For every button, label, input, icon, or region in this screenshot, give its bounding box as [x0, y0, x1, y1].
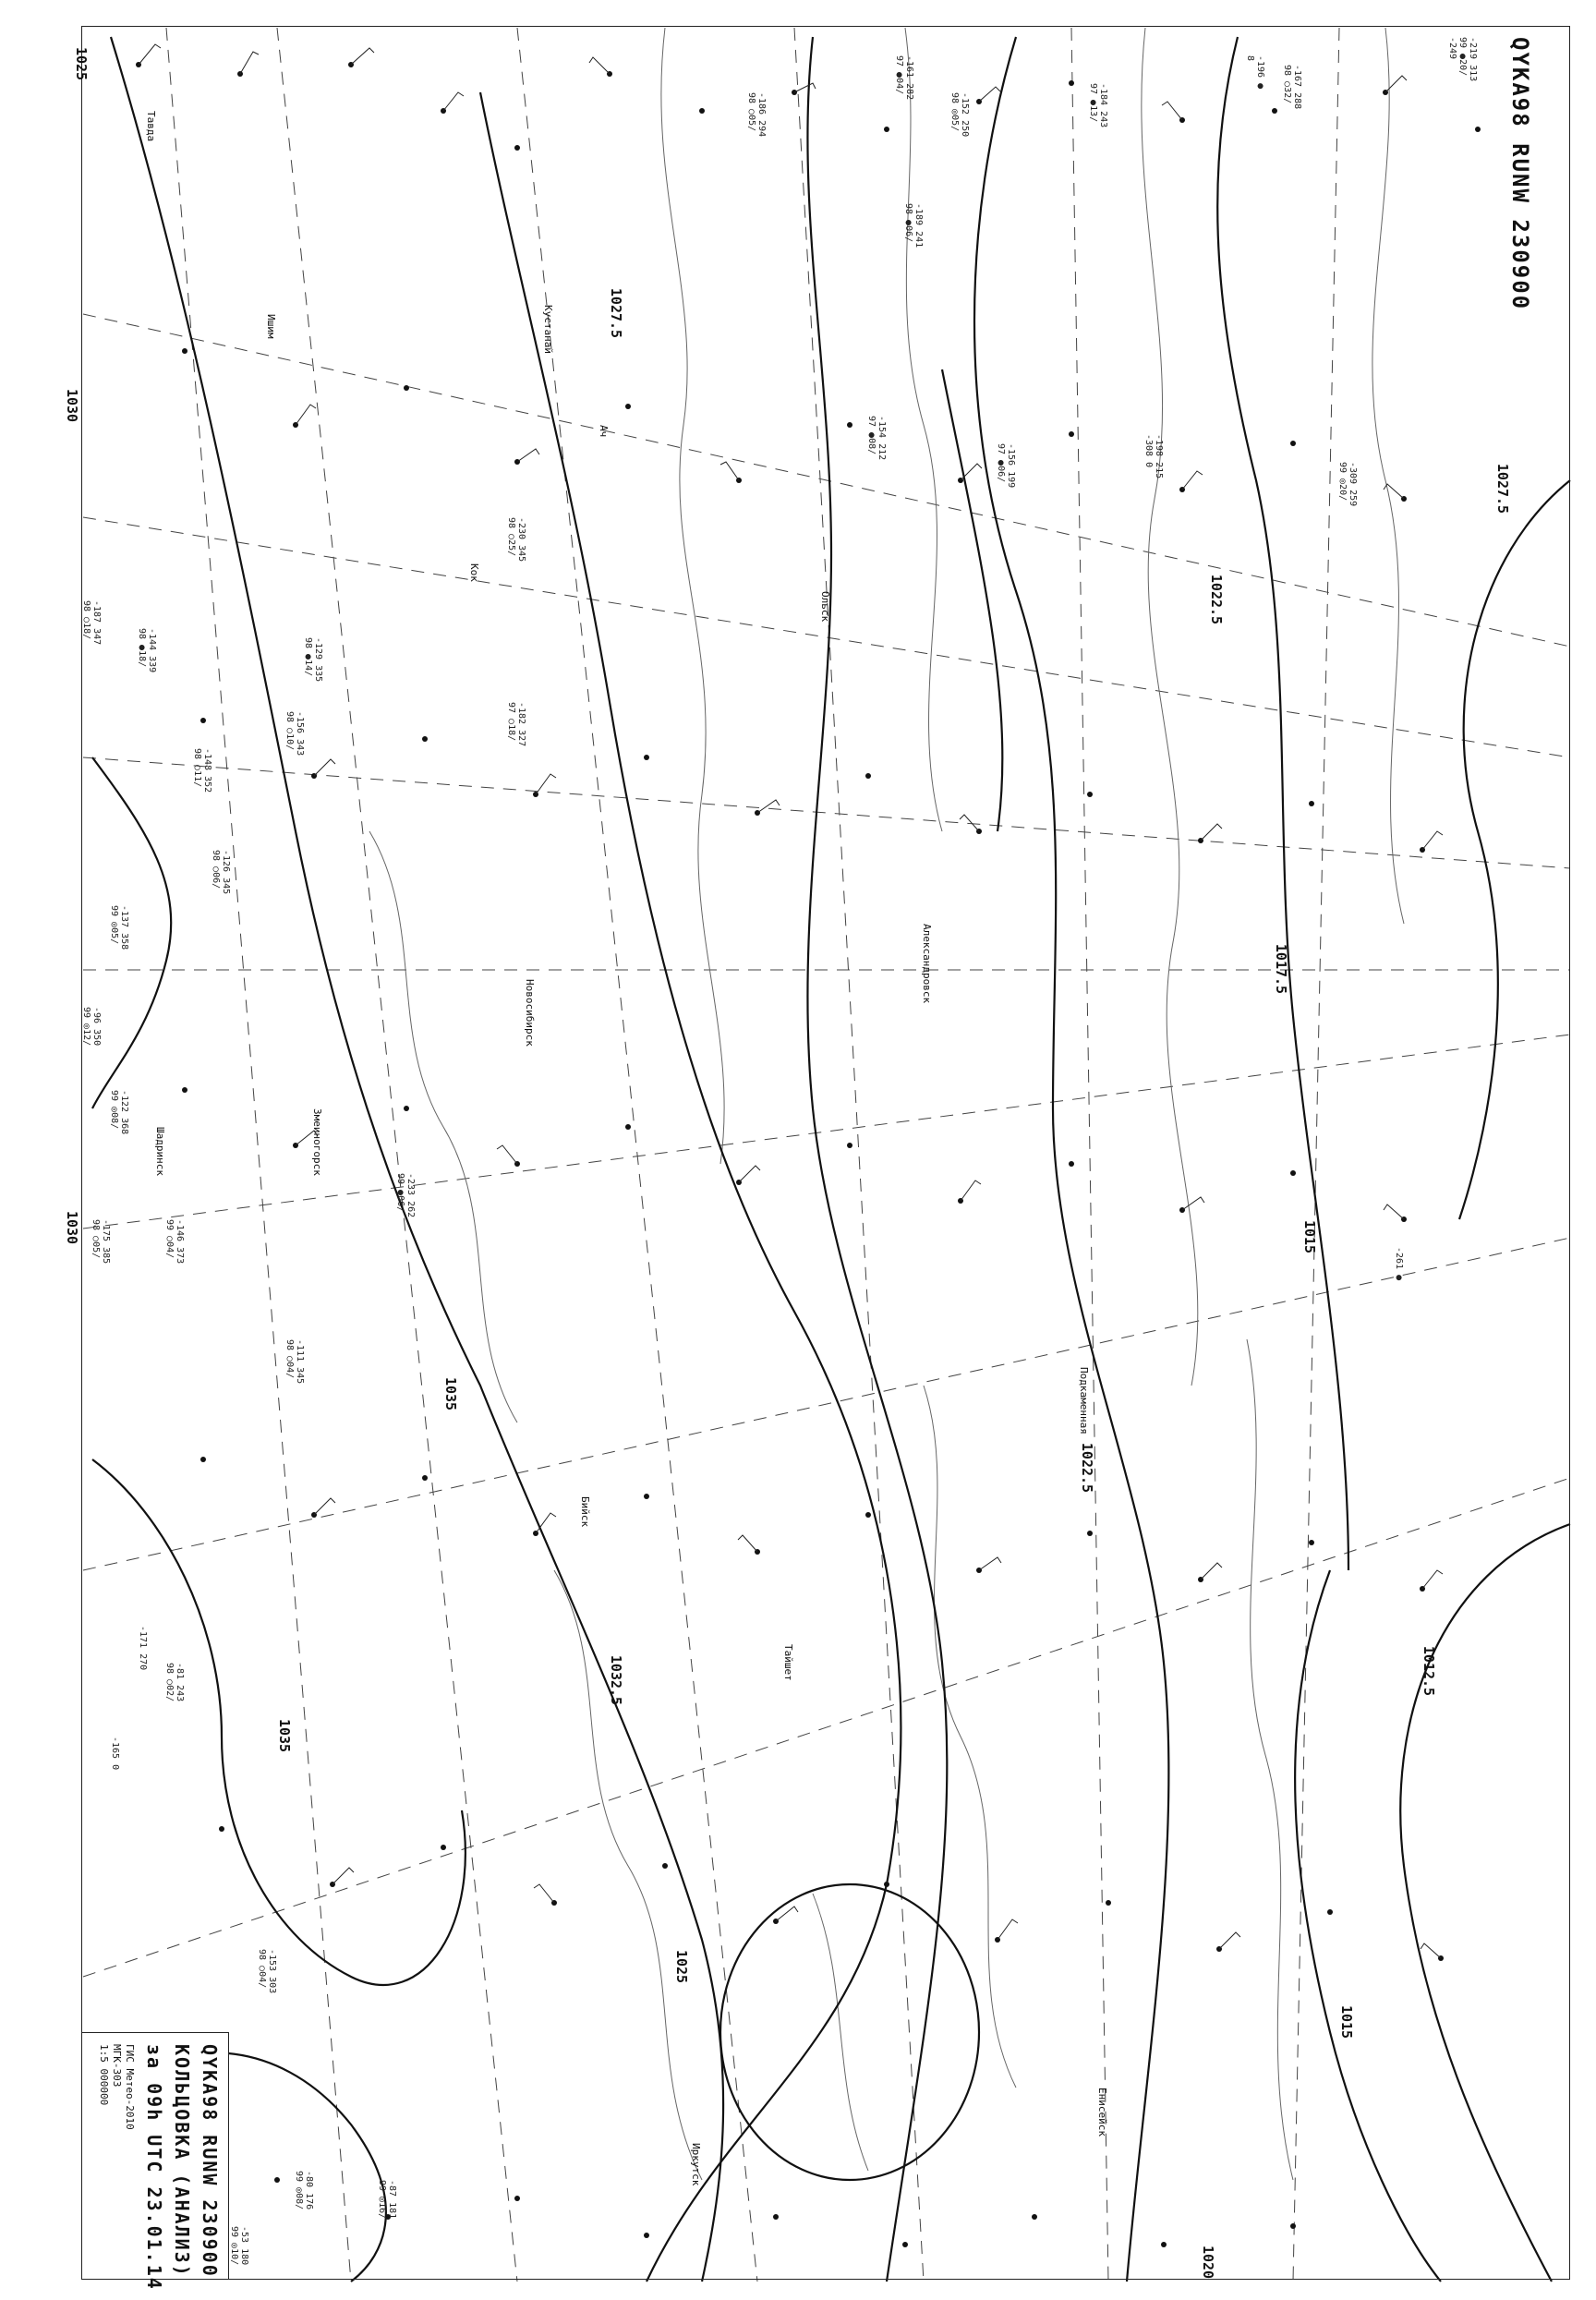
station-plot: -161 282 97 ●04/ [894, 55, 914, 101]
isobar-label: 1035 [442, 1376, 460, 1411]
place-label: Тайшет [782, 1644, 794, 1681]
isobar-label: 1032.5 [608, 1654, 625, 1706]
isobar-label: 1035 [276, 1718, 294, 1753]
isobar-label: 1025 [73, 46, 91, 81]
station-plot: -122 368 99 ◎08/ [109, 1090, 129, 1135]
legend-line-software: ГИС Метео-2010 [124, 2044, 136, 2130]
place-label: Шадринск [154, 1127, 166, 1176]
isobar-label: 1020 [1200, 2245, 1217, 2280]
isobar-label: 1012.5 [1421, 1645, 1438, 1697]
station-plot: -156 343 98 ○10/ [284, 711, 305, 757]
place-label: Бийск [579, 1496, 591, 1528]
station-plot: -154 212 97 ●08/ [866, 416, 887, 461]
station-plot: -111 345 98 ○04/ [284, 1339, 305, 1385]
place-label: Александровск [921, 924, 933, 1004]
station-plot: -146 373 99 ○04/ [164, 1219, 185, 1265]
station-plot: -80 176 99 ◎08/ [294, 2171, 314, 2210]
station-plot: -230 345 98 ○25/ [506, 517, 526, 563]
place-label: Змеиногорск [311, 1108, 323, 1176]
isobar-label: 1015 [1338, 2004, 1356, 2040]
station-plot: -187 347 98 ○18/ [81, 600, 102, 646]
station-plot: -184 243 97 ●13/ [1088, 83, 1108, 128]
station-plot: -261 ● [1394, 1247, 1404, 1281]
station-plot: -96 350 99 ◎12/ [81, 1007, 102, 1047]
station-plot: -165 0 [110, 1737, 120, 1771]
bulletin-header-top: QYKA98 RUNW 230900 [1507, 37, 1533, 311]
place-label: Ач [598, 425, 610, 438]
legend-line-title: КОЛЬЦОВКА (АНАЛИЗ) [171, 2044, 193, 2278]
station-plot: -309 259 99 ◎20/ [1337, 462, 1358, 507]
station-plot: -186 294 98 ○05/ [746, 92, 767, 138]
station-plot: -196 ● 8 [1245, 55, 1265, 90]
place-label: Кок [468, 563, 480, 582]
station-plot: -182 327 97 ○18/ [506, 702, 526, 747]
station-plot: -167 288 98 ○32/ [1282, 65, 1302, 110]
isobar-label: 1027.5 [1494, 463, 1512, 514]
station-plot: -189 241 98 ●06/ [903, 203, 924, 248]
legend-line-scale: 1:5 000000 [98, 2044, 110, 2106]
station-plot: -129 335 98 ●14/ [303, 637, 323, 683]
place-label: Иркутск [690, 2143, 702, 2186]
isobar-label: 1022.5 [1208, 574, 1226, 625]
place-label: Новосибирск [524, 979, 536, 1047]
station-plot: -171 270 [138, 1626, 148, 1671]
station-plot: -144 339 98 ●18/ [137, 628, 157, 673]
station-plot: -152 250 98 ◎05/ [949, 92, 970, 138]
station-plot: -81 243 98 ○02/ [164, 1663, 185, 1702]
isobar-label: 1022.5 [1079, 1442, 1096, 1494]
station-plot: -153 303 98 ○04/ [257, 1949, 277, 1994]
isobar-label: 1030 [64, 1210, 81, 1245]
station-plot: -156 199 97 ●06/ [996, 443, 1016, 489]
station-plot: -148 352 98 ○11/ [192, 748, 212, 793]
isobar-label: 1015 [1301, 1219, 1319, 1254]
place-label: Ишим [265, 314, 277, 339]
place-label: Ольск [819, 591, 831, 623]
place-label: Тавда [145, 111, 157, 142]
station-plot: -126 345 98 ○06/ [211, 850, 231, 895]
place-label: Енисейск [1096, 2088, 1108, 2137]
station-plot: -87 181 99 ◎16/ [377, 2180, 397, 2220]
station-plot: -175 385 98 ○05/ [91, 1219, 111, 1265]
station-plot: -219 313 99 ●20/ -249 [1447, 37, 1478, 82]
legend-line-projection: МГК-303 [111, 2044, 123, 2088]
station-plot: -233 262 99 ●06/ [395, 1173, 416, 1218]
bulletin-legend-box [81, 2032, 229, 2291]
map-frame [81, 26, 1570, 2280]
isobar-label: 1017.5 [1273, 943, 1290, 995]
legend-line-datetime: за 09h UTC 23.01.14 [143, 2044, 165, 2291]
station-plot: -53 180 99 ◎10/ [229, 2226, 249, 2266]
place-label: Кустанай [542, 305, 554, 354]
isobar-label: 1030 [64, 388, 81, 423]
station-plot: -198 215 -308 0 [1143, 434, 1164, 479]
station-plot: -137 358 99 ◎05/ [109, 905, 129, 950]
place-label: Подкаменная [1078, 1367, 1090, 1434]
isobar-label: 1027.5 [608, 287, 625, 339]
isobar-label: 1025 [673, 1949, 691, 1984]
legend-line-header: QYKA98 RUNW 230900 [199, 2044, 221, 2278]
